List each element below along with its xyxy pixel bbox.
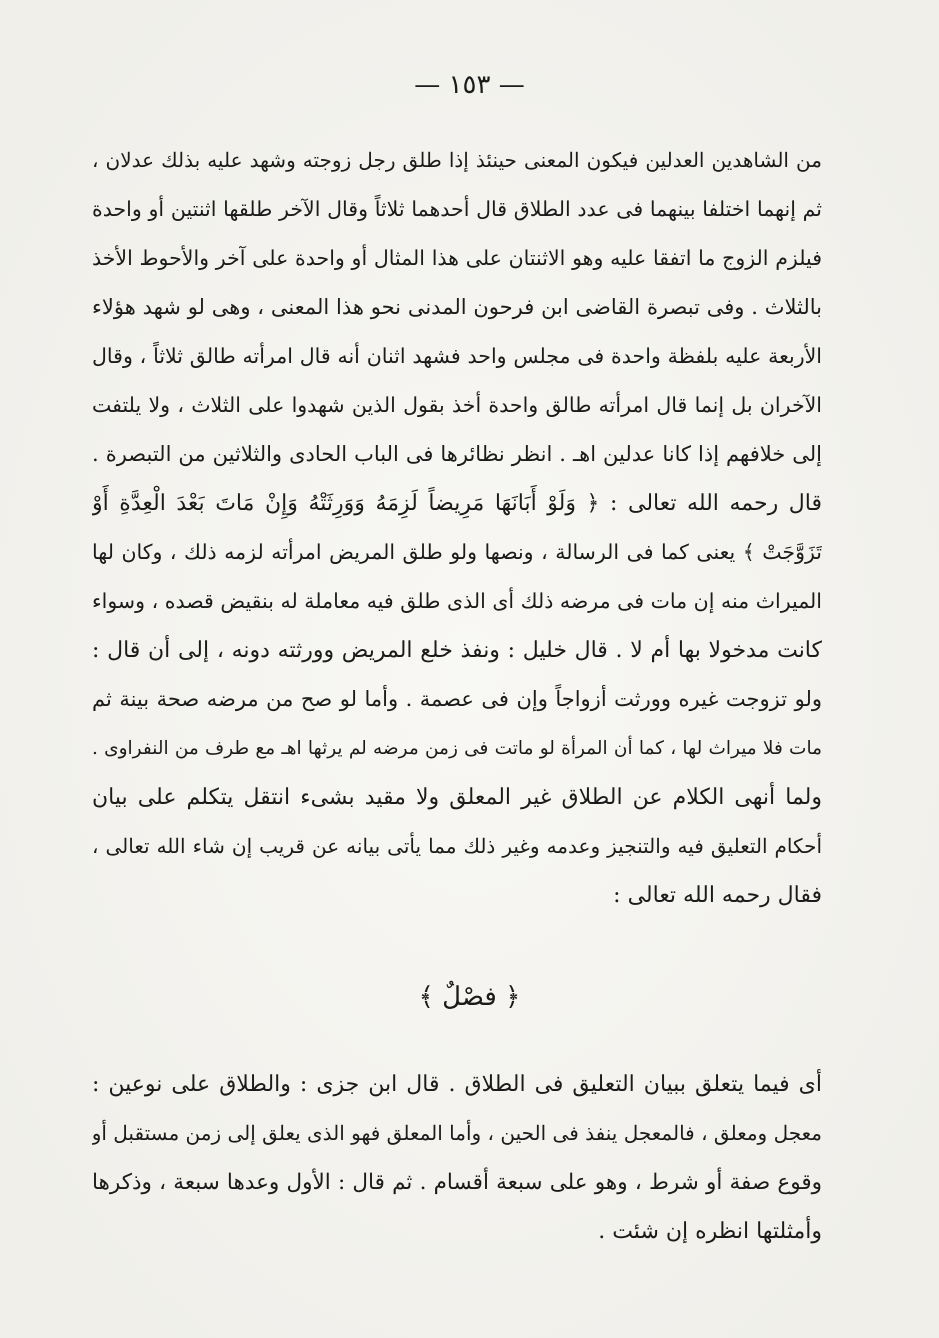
text-line: من الشاهدين العدلين فيكون المعنى حينئذ إذا طلق رجل زوجته وشهد عليه بذلك عدلان ،: [92, 148, 822, 172]
text-line: الآخران بل إنما قال امرأته طالق واحدة أخذ بقول الذين شهدوا على الثلاث ، ولا يلتفت: [92, 393, 822, 417]
text-line: ثم إنهما اختلفا بينهما فى عدد الطلاق قال أحدهما ثلاثاً وقال الآخر طلقها اثنتين أو واحدة: [92, 197, 822, 221]
section-heading: ﴿ فصْلٌ ﴾: [418, 982, 521, 1012]
text-line: أحكام التعليق فيه والتنجيز وعدمه وغير ذلك مما يأتى بيانه عن قريب إن شاء الله تعالى ،: [92, 834, 822, 858]
page-number: — ١٥٣ —: [414, 70, 525, 100]
text-line: وأمثلتها انظره إن شئت .: [598, 1219, 822, 1244]
section-text-block: [92, 1060, 822, 1256]
text-line: كانت مدخولا بها أم لا . قال خليل : ونفذ خلع المريض وورثته دونه ، إلى أن قال :: [92, 638, 822, 663]
text-line: وقوع صفة أو شرط ، وهو على سبعة أقسام . ثم قال : الأول وعدها سبعة ، وذكرها: [92, 1170, 822, 1195]
text-line: ولما أنهى الكلام عن الطلاق غير المعلق ولا مقيد بشىء انتقل يتكلم على بيان: [92, 785, 822, 810]
text-line: معجل ومعلق ، فالمعجل ينفذ فى الحين ، وأما المعلق فهو الذى يعلق إلى زمن مستقبل أو: [92, 1121, 822, 1145]
text-line: بالثلاث . وفى تبصرة القاضى ابن فرحون المدنى نحو هذا المعنى ، وهى لو شهد هؤلاء: [92, 295, 822, 319]
text-line: قال رحمه الله تعالى : ﴿ وَلَوْ أَبَانَهَا مَرِيضاً لَزِمَهُ وَوَرِثَتْهُ وَإِنْ مَاتَ بَعْدَ الْعِدَّةِ أَوْ: [92, 491, 822, 516]
text-line: فيلزم الزوج ما اتفقا عليه وهو الاثنتان على هذا المثال أو واحدة على آخر والأحوط الأخذ: [92, 246, 822, 270]
text-line: أى فيما يتعلق ببيان التعليق فى الطلاق . قال ابن جزى : والطلاق على نوعين :: [92, 1072, 822, 1097]
text-line: مات فلا ميراث لها ، كما أن المرأة لو ماتت فى زمن مرضه لم يرثها اهـ مع طرف من النفراوى .: [92, 738, 822, 759]
text-line: الميراث منه إن مات فى مرضه ذلك أى الذى طلق فيه معاملة له بنقيض قصده ، وسواء: [92, 589, 822, 613]
text-line: الأربعة عليه بلفظة واحدة فى مجلس واحد فشهد اثنان أنه قال امرأته طالق ثلاثاً ، وقال: [92, 344, 822, 368]
text-line: ولو تزوجت غيره وورثت أزواجاً وإن فى عصمة . وأما لو صح من مرضه صحة بينة ثم: [92, 687, 822, 711]
main-text-block: [92, 136, 822, 920]
text-line: تَزَوَّجَتْ ﴾ يعنى كما فى الرسالة ، ونصها ولو طلق المريض امرأته لزمه ذلك ، وكان لها: [92, 540, 822, 564]
text-line: فقال رحمه الله تعالى :: [613, 883, 822, 908]
text-line: إلى خلافهم إذا كانا عدلين اهـ . انظر نظائرها فى الباب الحادى والثلاثين من التبصرة .: [92, 442, 822, 466]
